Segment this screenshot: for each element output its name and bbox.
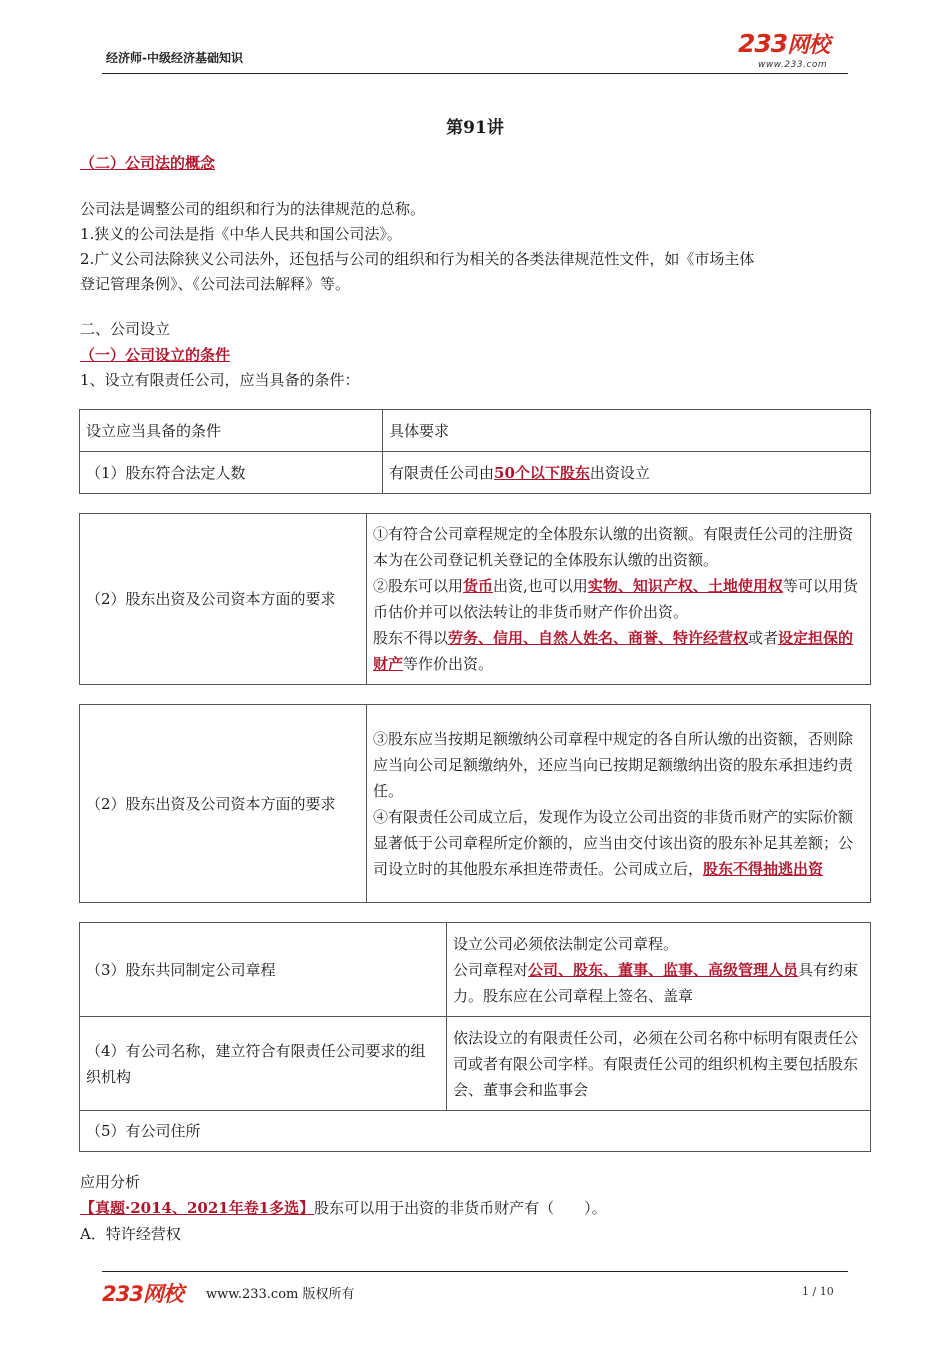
- footer-divider: [102, 1271, 848, 1272]
- table-cell-condition-2: （2）股东出资及公司资本方面的要求: [80, 514, 367, 685]
- table-cell-condition-3: （3）股东共同制定公司章程: [80, 923, 447, 1017]
- conditions-table-2: [79, 513, 871, 685]
- lecture-title: 第91讲: [446, 118, 504, 138]
- company-law-text-1: 公司法是调整公司的组织和行为的法律规范的总称。: [80, 200, 426, 218]
- table-cell-condition-1: （1）股东符合法定人数: [80, 452, 383, 494]
- conditions-table-3: [79, 704, 871, 903]
- conditions-table-1: [79, 409, 871, 494]
- analysis-question: 【真题·2014、2021年卷1多选】股东可以用于出资的非货币财产有（ ）。: [80, 1199, 607, 1217]
- table-cell-requirement-3: 设立公司必须依法制定公司章程。 公司章程对公司、股东、董事、监事、高级管理人员具有约束力。股东应在公司章程上签名、盖章: [447, 923, 871, 1017]
- section2-heading: 二、公司设立: [80, 320, 171, 338]
- footer-logo: 233网校: [102, 1282, 183, 1306]
- table-cell-requirement-2: ①有符合公司章程规定的全体股东认缴的出资额。有限责任公司的注册资本为在公司登记机关登记的全体股东认缴的出资额。 ②股东可以用货币出资,也可以用实物、知识产权、土地使用权等可以用货币估价并可以依法转让的非货币财产作价出资。 股东不得以劳务、信用、自然人姓名、商誉、特许经营权或者设定担保的财产等作价出资。: [367, 514, 871, 685]
- header-title: 经济师-中级经济基础知识: [106, 51, 243, 65]
- table-cell-condition-5: （5）有公司住所: [80, 1111, 871, 1152]
- brand-logo: [738, 30, 848, 74]
- logo-cn: 网校: [787, 33, 830, 58]
- logo-url: www.233.com: [758, 60, 828, 70]
- highlight-50-shareholders: 50个以下股东: [494, 463, 590, 482]
- highlight-non-cash-assets: 实物、知识产权、土地使用权: [587, 577, 783, 595]
- footer-copyright: www.233.com 版权所有: [206, 1287, 355, 1302]
- company-law-text-3: 2.广义公司法除狭义公司法外，还包括与公司的组织和行为相关的各类法律规范性文件，如《市场主体: [80, 250, 755, 268]
- table-header-requirements: 具体要求: [383, 410, 871, 452]
- conditions-table-4: [79, 922, 871, 1152]
- analysis-heading: 应用分析: [80, 1173, 141, 1191]
- table-cell-requirement-4: 依法设立的有限责任公司，必须在公司名称中标明有限责任公司或者有限公司字样。有限责任公司的组织机构主要包括股东会、董事会和监事会: [447, 1017, 871, 1111]
- highlight-currency: 货币: [463, 577, 494, 595]
- table-cell-requirement-2b: ③股东应当按期足额缴纳公司章程中规定的各自所认缴的出资额，否则除应当向公司足额缴纳外，还应当向已按期足额缴纳出资的股东承担违约责任。 ④有限责任公司成立后，发现作为设立公司出资的非货币财产的实际价额显著低于公司章程所定价额的，应当由交付该出资的股东补足其差额；公司设立时的其他股东承担连带责任。公司成立后，股东不得抽逃出资: [367, 705, 871, 903]
- company-law-text-4: 登记管理条例》、《公司法司法解释》等。: [80, 275, 351, 293]
- option-a: A．特许经营权: [80, 1225, 181, 1243]
- company-law-heading: （二）公司法的概念: [80, 154, 216, 172]
- section2-intro: 1、设立有限责任公司，应当具备的条件：: [80, 371, 360, 389]
- exam-tag: 【真题·2014、2021年卷1多选】: [80, 1199, 315, 1217]
- page-number: 1 / 10: [802, 1285, 834, 1298]
- table-header-conditions: 设立应当具备的条件: [80, 410, 383, 452]
- header-divider: [102, 73, 848, 74]
- table-cell-requirement-1: 有限责任公司由50个以下股东出资设立: [383, 452, 871, 494]
- logo-number: 233: [738, 29, 788, 58]
- section2-subheading: （一）公司设立的条件: [80, 346, 231, 364]
- highlight-binding-parties: 公司、股东、董事、监事、高级管理人员: [528, 960, 799, 979]
- table-cell-condition-4: （4）有公司名称，建立符合有限责任公司要求的组织机构: [80, 1017, 447, 1111]
- highlight-pledged-property: 设定担保的财产: [373, 629, 854, 673]
- highlight-forbidden-contributions: 劳务、信用、自然人姓名、商誉、特许经营权: [448, 629, 749, 647]
- highlight-no-withdrawal: 股东不得抽逃出资: [703, 859, 824, 878]
- company-law-text-2: 1.狭义的公司法是指《中华人民共和国公司法》。: [80, 225, 402, 243]
- table-cell-condition-2b: （2）股东出资及公司资本方面的要求: [80, 705, 367, 903]
